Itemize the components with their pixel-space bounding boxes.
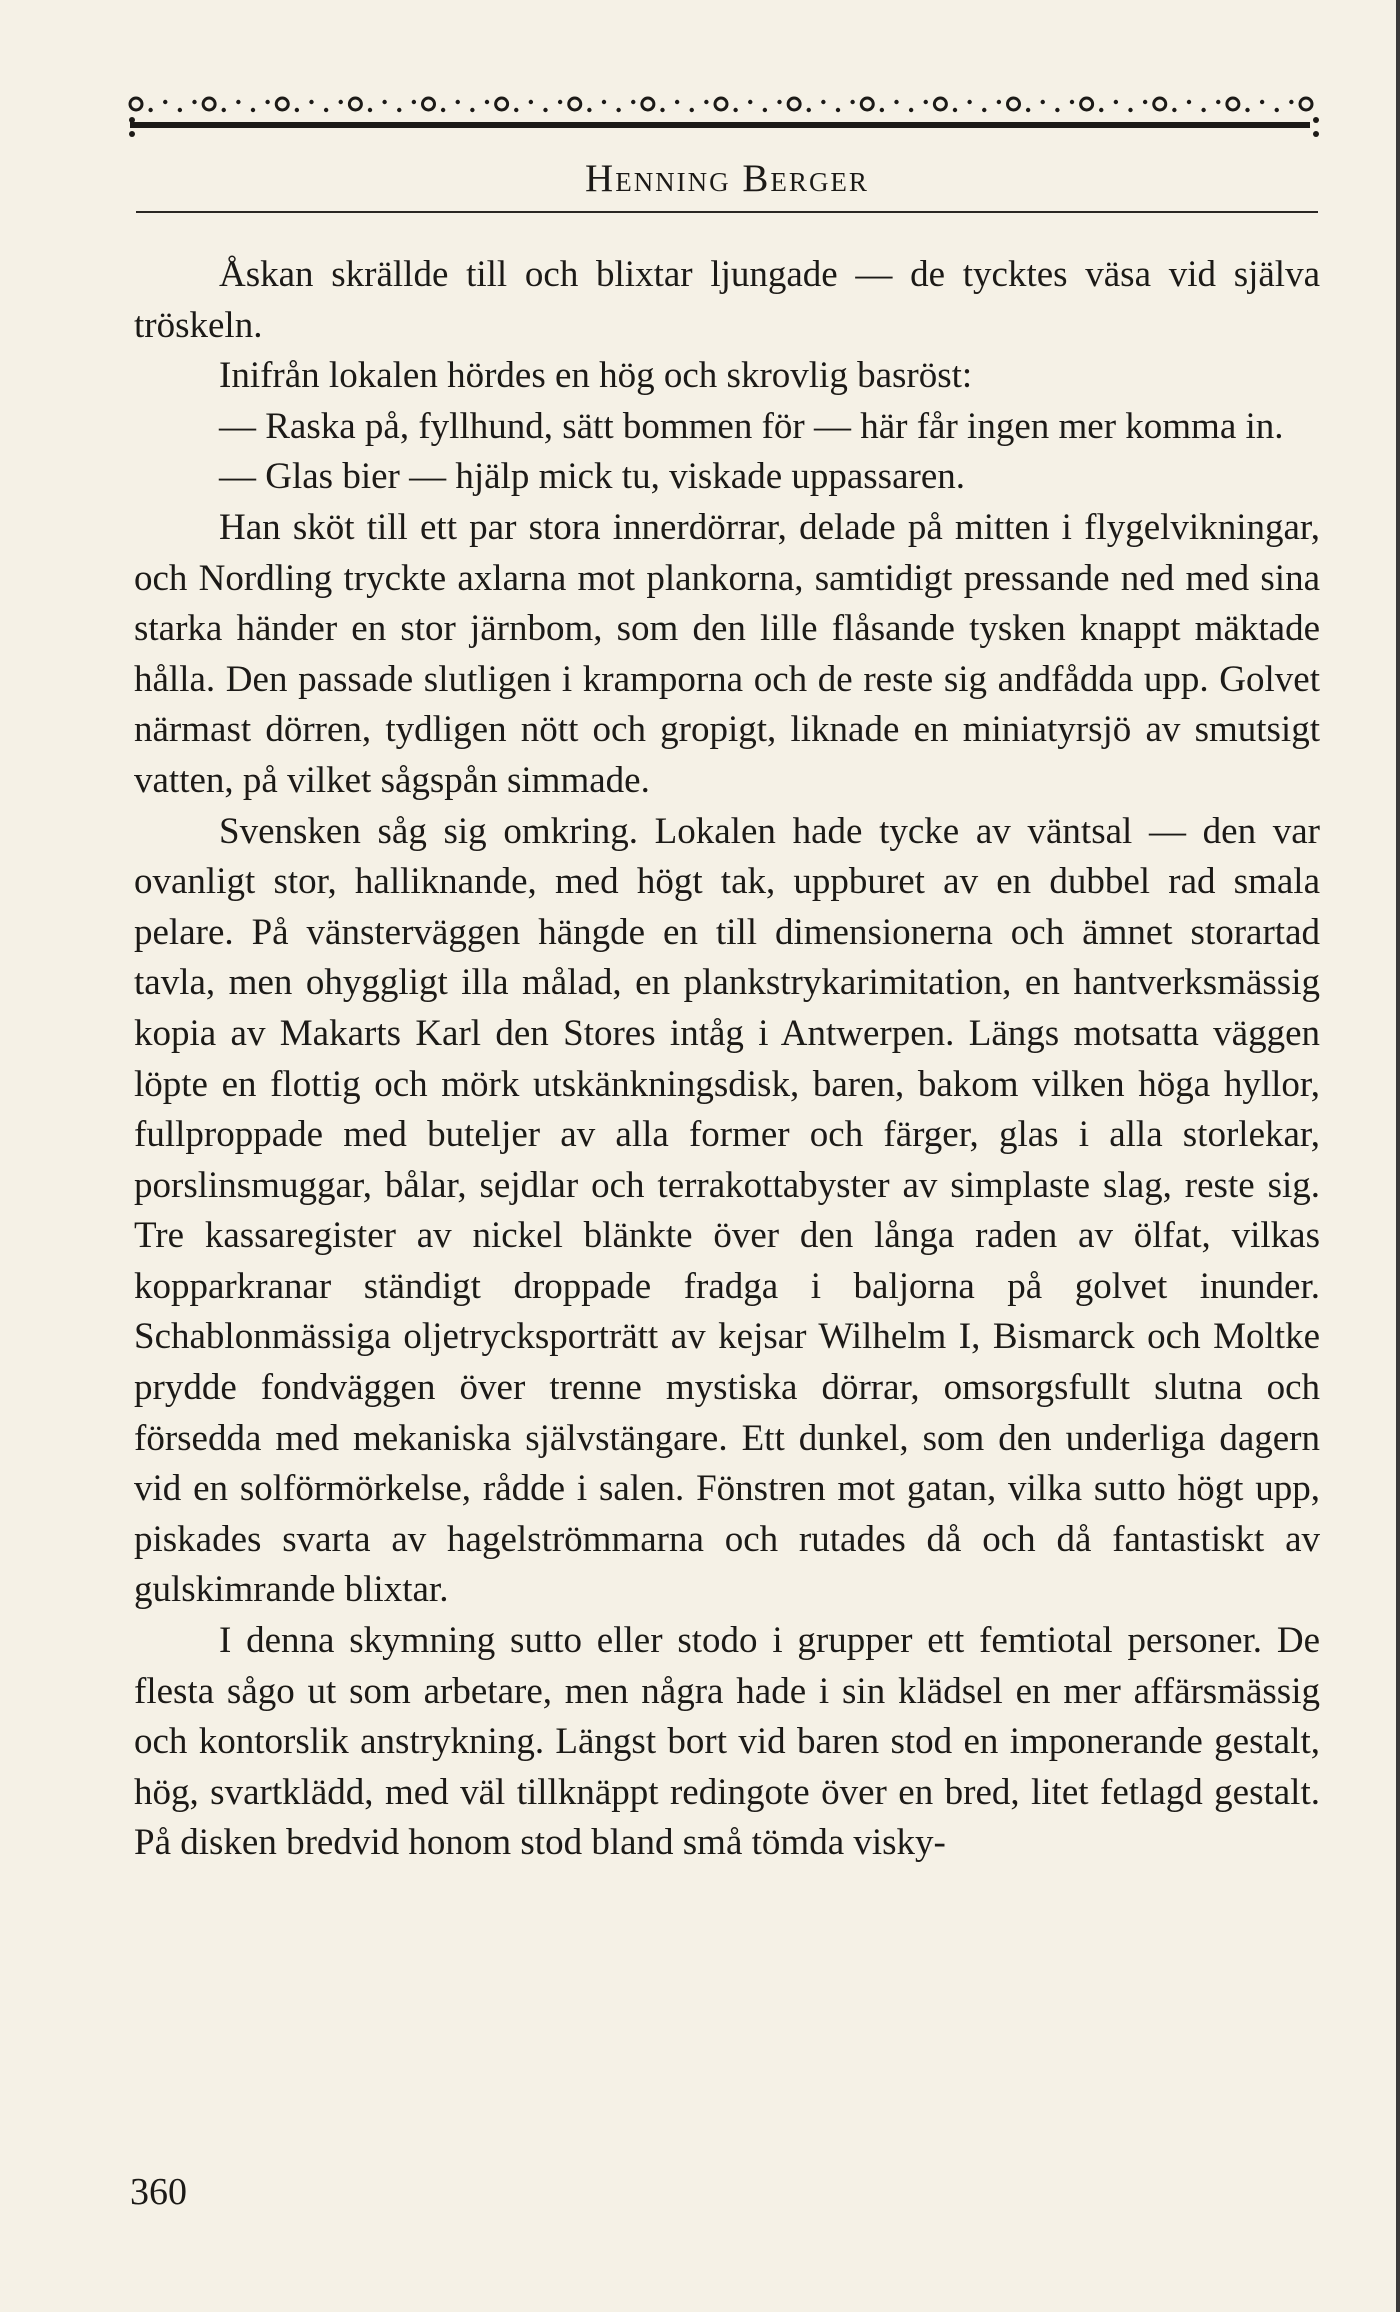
ornamental-border (126, 72, 1326, 142)
page-edge (1396, 0, 1400, 2312)
paragraph: Åskan skrällde till och blixtar ljungade — de tycktes väsa vid själva tröskeln. (134, 254, 1320, 346)
header-rule (136, 211, 1318, 213)
paragraph: — Raska på, fyllhund, sätt bommen för — här får ingen mer komma in. (219, 405, 1284, 447)
running-header: Henning Berger (585, 157, 869, 200)
page-number: 360 (130, 2171, 187, 2213)
paragraph: Han sköt till ett par stora innerdörrar, delade på mitten i flygelvikningar, och Nordling tryckte axlarna mot plankorna, samtidigt pressande ned med sina starka händer en stor järnbom, som den lille flåsande tysken knappt mäktade hålla. Den passade slutligen i kramporna och de reste sig andfådda upp. Golvet närmast dörren, tydligen nött och gropigt, liknade en miniatyrsjö av smutsigt vatten, på vilket sågspån simmade. (134, 506, 1320, 801)
paragraph: Inifrån lokalen hördes en hög och skrovlig basröst: (219, 355, 973, 397)
body-text (134, 250, 1320, 1869)
paragraph: I denna skymning sutto eller stodo i grupper ett femtiotal personer. De flesta sågo ut som arbetare, men några hade i sin klädsel en mer affärsmässig och kontorslik anstrykning. Längst bort vid baren stod en imponerande gestalt, hög, svartklädd, med väl tillknäppt redingote över en bred, litet fetlagd gestalt. På disken bredvid honom stod bland små tömda visky- (134, 1620, 1320, 1864)
paragraph: Svensken såg sig omkring. Lokalen hade tycke av väntsal — den var ovanligt stor, halliknande, med högt tak, uppburet av en dubbel rad smala pelare. På vänsterväggen hängde en till dimensionerna och ämnet storartad tavla, men ohyggligt illa målad, en plankstrykarimitation, en hantverksmässig kopia av Makarts Karl den Stores intåg i Antwerpen. Längs motsatta väggen löpte en flottig och mörk utskänkningsdisk, baren, bakom vilken höga hyllor, fullproppade med buteljer av alla former och färger, glas i alla storlekar, porslinsmuggar, bålar, sejdlar och terrakottabyster av simplaste slag, reste sig. Tre kassaregister av nickel blänkte över den långa raden av ölfat, vilkas kopparkranar ständigt droppade fradga i baljorna på golvet inunder. Schablonmässiga oljetrycksporträtt av kejsar Wilhelm I, Bismarck och Moltke prydde fondväggen över trenne mystiska dörrar, omsorgsfullt slutna och försedda med mekaniska självstängare. Ett dunkel, som den underliga dagern vid en solförmörkelse, rådde i salen. Fönstren mot gatan, vilka sutto högt upp, piskades svarta av hagelströmmarna och rutades då och då fantastiskt av gulskimrande blixtar. (134, 810, 1320, 1611)
paragraph: — Glas bier — hjälp mick tu, viskade uppassaren. (219, 456, 965, 498)
